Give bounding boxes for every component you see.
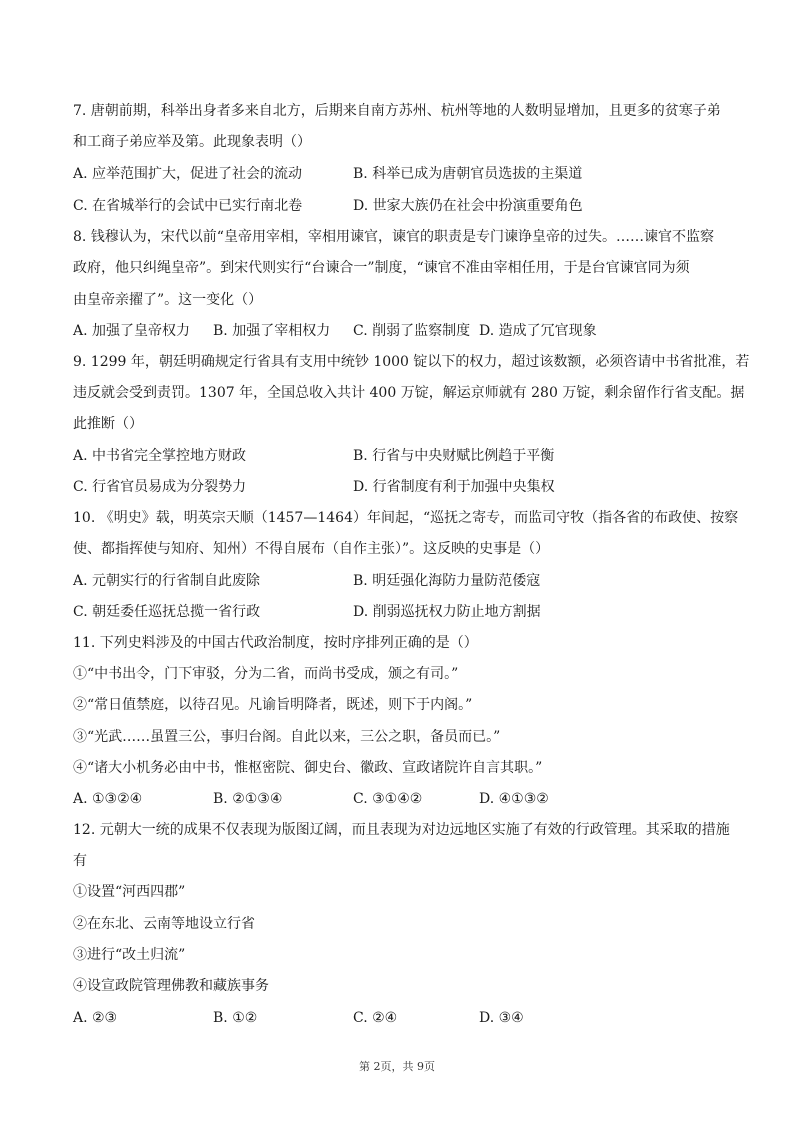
q8-option-b[interactable]: B. 加强了宰相权力	[213, 323, 331, 339]
q11-option-d[interactable]: D. ④①③②	[479, 791, 549, 807]
q11-source-3: ③“光武……虽置三公，事归台阁。自此以来，三公之职，备员而已。”	[73, 729, 501, 745]
q7-option-d[interactable]: D. 世家大族仍在社会中扮演重要角色	[353, 198, 583, 214]
q7-option-a[interactable]: A. 应举范围扩大，促进了社会的流动	[73, 166, 303, 182]
q7-stem-line-2: 和工商子弟应举及第。此现象表明（）	[73, 134, 311, 150]
q11-source-1: ①“中书出令，门下审驳，分为二省，而尚书受成，颁之有司。”	[73, 666, 459, 682]
q12-item-1: ①设置“河西四郡”	[73, 884, 186, 900]
q8-stem-line-1: 8. 钱穆认为，宋代以前“皇帝用宰相，宰相用谏官，谏官的职责是专门谏诤皇帝的过失。……谏官不监察	[73, 229, 714, 245]
q12-item-2: ②在东北、云南等地设立行省	[73, 916, 255, 932]
q12-option-d[interactable]: D. ③④	[479, 1010, 524, 1026]
q12-item-4: ④设宣政院管理佛教和藏族事务	[73, 978, 269, 994]
q8-stem-line-2: 政府，他只纠绳皇帝”。到宋代则实行“台谏合一”制度，“谏官不准由宰相任用，于是台官谏官同为须	[73, 260, 690, 276]
q8-option-c[interactable]: C. 削弱了监察制度	[353, 323, 471, 339]
q7-option-c[interactable]: C. 在省城举行的会试中已实行南北卷	[73, 198, 303, 214]
q10-stem-line-2: 使、都指挥使与知府、知州）不得自展布（自作主张）”。这反映的史事是（）	[73, 541, 550, 557]
q11-option-b[interactable]: B. ②①③④	[213, 791, 283, 807]
q12-option-c[interactable]: C. ②④	[353, 1010, 398, 1026]
q10-option-d[interactable]: D. 削弱巡抚权力防止地方割据	[353, 604, 541, 620]
q11-source-2: ②“常日值禁庭，以待召见。凡谕旨明降者，既述，则下于内阁。”	[73, 697, 473, 713]
q9-stem-line-3: 此推断（）	[73, 416, 143, 432]
q11-source-4: ④“诸大小机务必由中书，惟枢密院、御史台、徽政、宣政诸院许自言其职。”	[73, 760, 543, 776]
q12-stem-line-1: 12. 元朝大一统的成果不仅表现为版图辽阔，而且表现为对边远地区实施了有效的行政管理。其采取的措施	[73, 822, 730, 838]
q9-option-c[interactable]: C. 行省官员易成为分裂势力	[73, 479, 247, 495]
q12-option-b[interactable]: B. ①②	[213, 1010, 258, 1026]
q8-option-d[interactable]: D. 造成了冗官现象	[479, 323, 597, 339]
q11-option-c[interactable]: C. ③①④②	[353, 791, 423, 807]
page-footer: 第 2页，共 9页	[359, 1060, 435, 1073]
q8-stem-line-3: 由皇帝亲擢了”。这一变化（）	[73, 292, 263, 308]
q10-option-b[interactable]: B. 明廷强化海防力量防范倭寇	[353, 573, 541, 589]
q8-option-a[interactable]: A. 加强了皇帝权力	[73, 323, 191, 339]
q7-stem-line-1: 7. 唐朝前期，科举出身者多来自北方，后期来自南方苏州、杭州等地的人数明显增加，且更多的贫寒子弟	[73, 103, 721, 119]
q9-option-a[interactable]: A. 中书省完全掌控地方财政	[73, 448, 247, 464]
q10-option-c[interactable]: C. 朝廷委任巡抚总揽一省行政	[73, 604, 261, 620]
q9-stem-line-1: 9. 1299 年，朝廷明确规定行省具有支用中统钞 1000 锭以下的权力，超过该数额，必须咨请中书省批准，若	[73, 354, 750, 370]
q12-option-a[interactable]: A. ②③	[73, 1010, 118, 1026]
q9-stem-line-2: 违反就会受到责罚。1307 年，全国总收入共计 400 万锭，解运京师就有 280 万锭，剩余留作行省支配。据	[73, 385, 745, 401]
q12-stem-line-2: 有	[73, 853, 87, 869]
q12-item-3: ③进行“改土归流”	[73, 947, 186, 963]
q11-option-a[interactable]: A. ①③②④	[73, 791, 143, 807]
q11-stem-line-1: 11. 下列史料涉及的中国古代政治制度，按时序排列正确的是（）	[73, 635, 478, 651]
q9-option-b[interactable]: B. 行省与中央财赋比例趋于平衡	[353, 448, 555, 464]
q9-option-d[interactable]: D. 行省制度有利于加强中央集权	[353, 479, 555, 495]
q10-option-a[interactable]: A. 元朝实行的行省制自此废除	[73, 573, 261, 589]
q7-option-b[interactable]: B. 科举已成为唐朝官员选拔的主渠道	[353, 166, 583, 182]
q10-stem-line-1: 10. 《明史》载，明英宗天顺（1457—1464）年间起，“巡抚之寄专，而监司守牧（指各省的布政使、按察	[73, 510, 739, 526]
